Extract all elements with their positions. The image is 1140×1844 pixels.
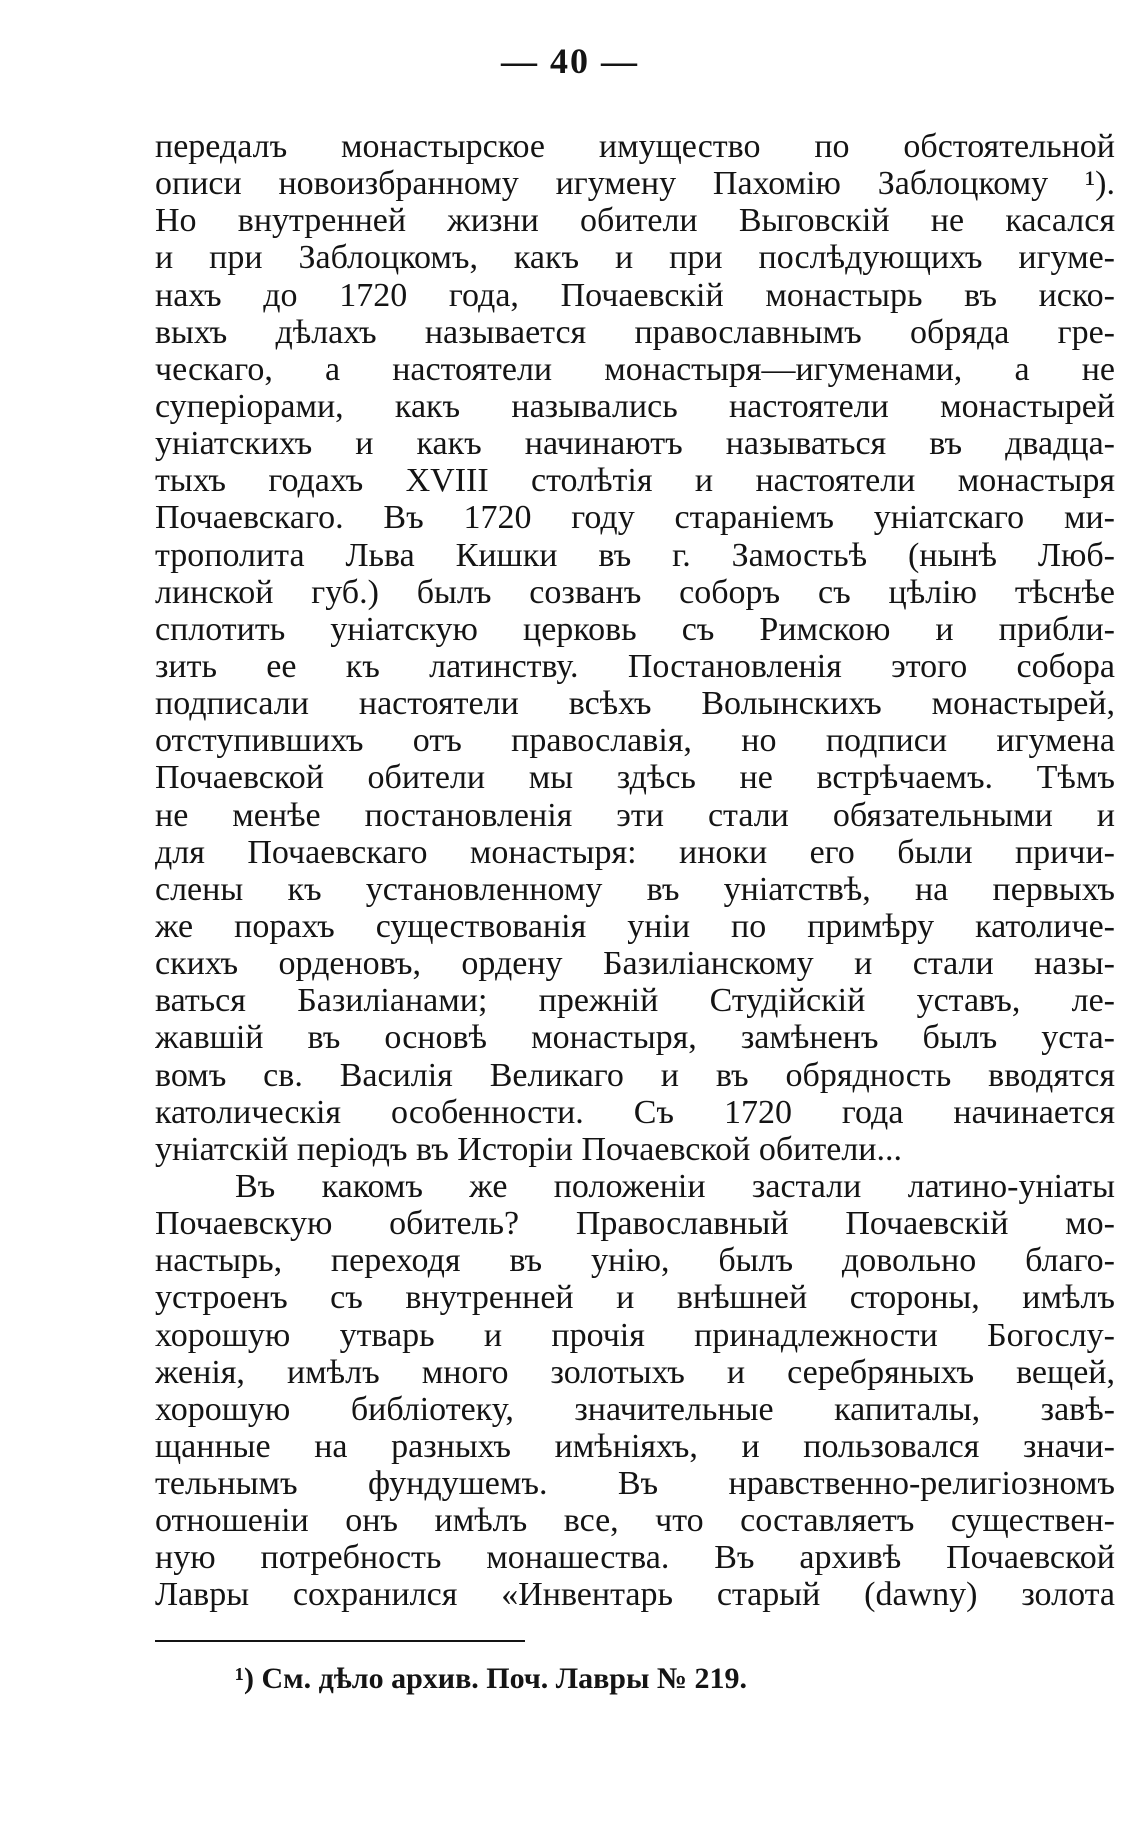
text-line: уніатскихъ и какъ начинаютъ называться въ двадца- [155, 425, 1115, 463]
text-line: жавшій въ основѣ монастыря, замѣненъ былъ уста- [155, 1019, 1115, 1057]
text-line: передалъ монастырское имущество по обстоятельной [155, 128, 1115, 165]
footnote-divider [155, 1640, 525, 1642]
text-line: выхъ дѣлахъ называется православнымъ обряда гре- [155, 313, 1115, 351]
text-line: трополита Льва Кишки въ г. Замостьѣ (нынѣ Люб- [155, 536, 1115, 574]
text-line: ческаго, а настоятели монастыря—игуменами, а не [155, 350, 1115, 388]
text-line: католическія особенности. Съ 1720 года начинается [155, 1093, 1115, 1131]
text-line: Почаевской обители мы здѣсь не встрѣчаемъ. Тѣмъ [155, 759, 1115, 797]
text-line: устроенъ съ внутренней и внѣшней стороны, имѣлъ [155, 1279, 1115, 1317]
text-line: для Почаевскаго монастыря: иноки его были причи- [155, 833, 1115, 871]
text-line: хорошую утварь и прочія принадлежности Богослу- [155, 1316, 1115, 1354]
text-line: скихъ орденовъ, ордену Базиліанскому и стали назы- [155, 945, 1115, 983]
page-number: — 40 — [501, 41, 639, 81]
text-line: описи новоизбранному игумену Пахомію Заблоцкому ¹). [155, 165, 1115, 203]
text-line: зить ее къ латинству. Постановленія этого собора [155, 647, 1115, 685]
text-line: и при Заблоцкомъ, какъ и при послѣдующихъ игуме- [155, 239, 1115, 277]
text-line: слены къ установленному въ уніатствѣ, на первыхъ [155, 870, 1115, 908]
text-line: Почаевскую обитель? Православный Почаевскій мо- [155, 1205, 1115, 1243]
text-line: Почаевскаго. Въ 1720 году стараніемъ уніатскаго ми- [155, 499, 1115, 537]
text-line: нахъ до 1720 года, Почаевскій монастырь въ иско- [155, 276, 1115, 314]
text-line: щанные на разныхъ имѣніяхъ, и пользовался значи- [155, 1427, 1115, 1465]
text-line: хорошую библіотеку, значительные капиталы, завѣ- [155, 1390, 1115, 1428]
text-line: уніатскій періодъ въ Исторіи Почаевской обители... [155, 1130, 902, 1168]
text-line: женія, имѣлъ много золотыхъ и серебряныхъ вещей, [155, 1353, 1115, 1391]
text-line: ную потребность монашества. Въ архивѣ Почаевской [155, 1539, 1115, 1577]
text-line: суперіорами, какъ назывались настоятели монастырей [155, 387, 1115, 425]
body-text [155, 128, 1115, 1614]
text-line: Лавры сохранился «Инвентарь старый (dawny) золота [155, 1576, 1115, 1614]
text-line: сплотить уніатскую церковь съ Римскою и прибли- [155, 610, 1115, 648]
text-line: линской губ.) былъ созванъ соборъ съ цѣлію тѣснѣе [155, 573, 1115, 611]
text-line: же порахъ существованія уніи по примѣру католиче- [155, 907, 1115, 945]
text-line: тыхъ годахъ XVIII столѣтія и настоятели монастыря [155, 462, 1115, 500]
paragraph-start-line: Въ какомъ же положеніи застали латино-уніаты [235, 1167, 1115, 1205]
text-line: настырь, переходя въ унію, былъ довольно благо- [155, 1242, 1115, 1280]
text-line: отношеніи онъ имѣлъ все, что составляетъ существен- [155, 1502, 1115, 1540]
footnote: ¹) См. дѣло архив. Поч. Лавры № 219. [235, 1662, 748, 1695]
text-line: отступившихъ отъ православія, но подписи игумена [155, 722, 1115, 760]
text-line: Но внутренней жизни обители Выговскій не касался [155, 202, 1115, 240]
text-line: не менѣе постановленія эти стали обязательными и [155, 796, 1115, 834]
text-line: ваться Базиліанами; прежній Студійскій уставъ, ле- [155, 982, 1115, 1020]
text-line: вомъ св. Василія Великаго и въ обрядность вводятся [155, 1056, 1115, 1094]
text-line: тельнымъ фундушемъ. Въ нравственно-религіозномъ [155, 1465, 1115, 1503]
text-line: подписали настоятели всѣхъ Волынскихъ монастырей, [155, 685, 1115, 723]
